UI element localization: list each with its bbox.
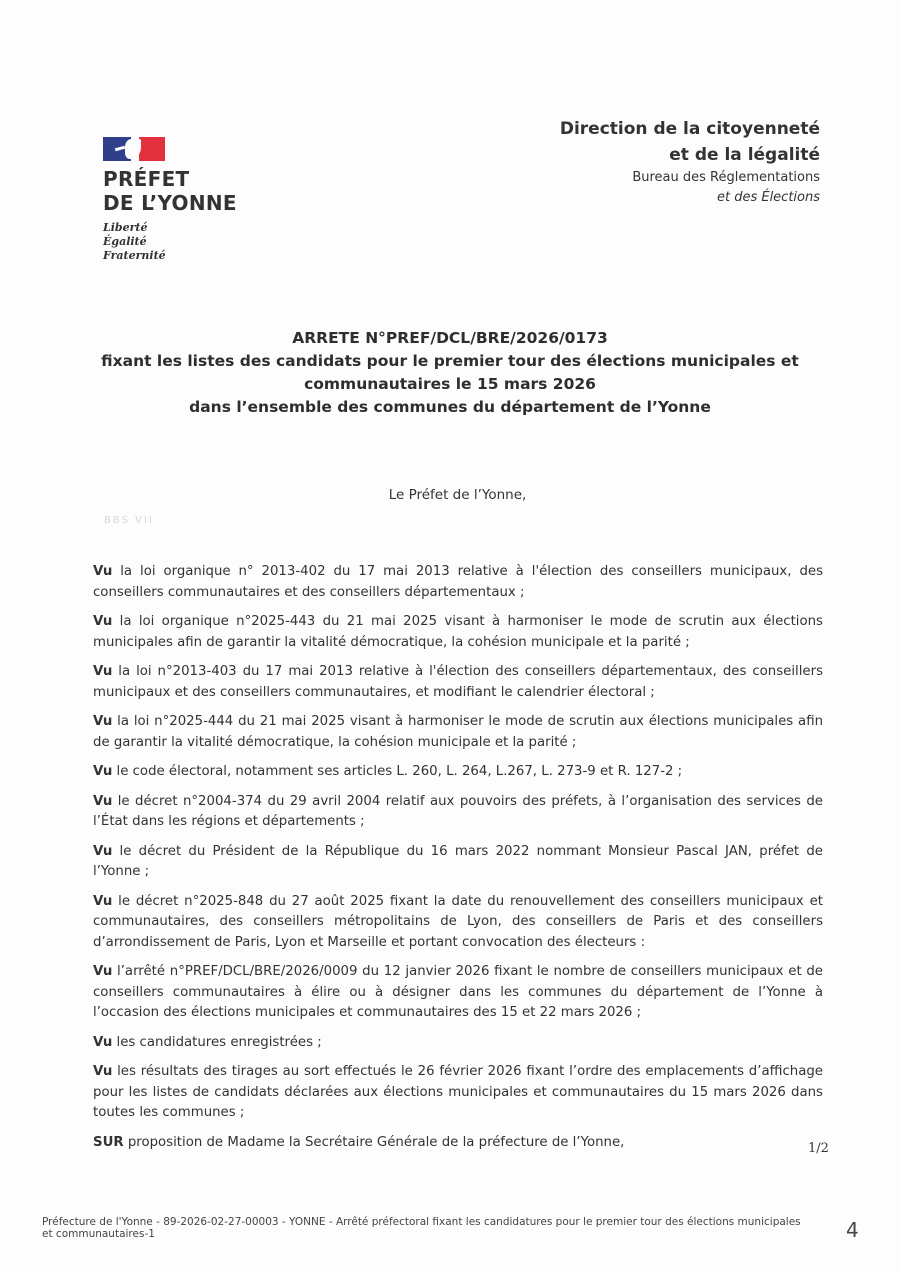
visa-text: le décret du Président de la République du 16 mars 2022 nommant Monsieur Pascal JAN, préfet de l’Yonne ; bbox=[93, 843, 823, 879]
visa-keyword: Vu bbox=[93, 764, 113, 779]
prefet-title-line1: PRÉFET bbox=[103, 167, 190, 191]
decree-title bbox=[60, 327, 840, 419]
bureau-line2: et des Élections bbox=[716, 190, 820, 205]
republic-motto bbox=[103, 221, 237, 263]
visa-paragraph bbox=[93, 762, 823, 783]
footer-reference: Préfecture de l'Yonne - 89-2026-02-27-00003 - YONNE - Arrêté préfectoral fixant les candidatures pour le premier tour des élections municipales et communautaires-1 bbox=[42, 1216, 801, 1240]
visa-keyword: SUR bbox=[93, 1134, 124, 1150]
decree-subject-line1: fixant les listes des candidats pour le premier tour des élections municipales et bbox=[101, 352, 799, 370]
decree-subject-line3: dans l’ensemble des communes du département de l’Yonne bbox=[189, 398, 711, 416]
visa-paragraph bbox=[93, 1133, 823, 1154]
visa-paragraph bbox=[93, 842, 823, 883]
visa-paragraph bbox=[93, 562, 823, 603]
visa-keyword: Vu bbox=[93, 614, 113, 629]
visa-text: proposition de Madame la Secrétaire Générale de la préfecture de l’Yonne, bbox=[123, 1134, 625, 1150]
prefet-title-line2: DE L’YONNE bbox=[103, 191, 237, 215]
footer-page-number: 4 bbox=[846, 1218, 859, 1242]
visa-paragraph bbox=[93, 892, 823, 954]
prefet-logo bbox=[103, 137, 237, 263]
prefet-title bbox=[103, 167, 237, 215]
visa-keyword: Vu bbox=[93, 793, 113, 809]
visa-text: les candidatures enregistrées ; bbox=[112, 1034, 322, 1050]
visa-text: l’arrêté n°PREF/DCL/BRE/2026/0009 du 12 janvier 2026 fixant le nombre de conseillers municipaux et de conseillers communautaires à élire ou à désigner dans les communes du département de l’Yonne à l’occasion des élections municipales et communautaires des 15 et 22 mars 2026 ; bbox=[93, 964, 823, 1020]
visa-paragraph bbox=[93, 962, 823, 1024]
visa-text: le décret n°2025-848 du 27 août 2025 fixant la date du renouvellement des conseillers municipaux et communautaires, des conseillers métropolitains de Lyon, des conseillers de Paris et des conseillers d’arrondissement de Paris, Lyon et Marseille et portant convocation des électeurs : bbox=[93, 893, 823, 950]
visa-paragraph bbox=[93, 662, 823, 703]
visa-keyword: Vu bbox=[93, 1064, 113, 1079]
motto-egalite: Égalité bbox=[103, 235, 147, 248]
motto-fraternite: Fraternité bbox=[103, 249, 166, 262]
bureau-line1: Bureau des Réglementations bbox=[632, 170, 820, 185]
direction-line1: Direction de la citoyenneté bbox=[559, 119, 820, 139]
visa-text: la loi organique n°2025-443 du 21 mai 2025 visant à harmoniser le mode de scrutin aux élections municipales afin de garantir la vitalité démocratique, la cohésion municipale et la parité ; bbox=[93, 614, 823, 650]
visa-paragraph bbox=[93, 792, 823, 833]
visa-paragraph bbox=[93, 1033, 823, 1054]
visa-text: les résultats des tirages au sort effectués le 26 février 2026 fixant l’ordre des emplacements d’affichage pour les listes de candidats déclarées aux élections municipales et communautaires du 15 mars 2026 dans toutes les communes ; bbox=[93, 1064, 823, 1120]
visa-keyword: Vu bbox=[93, 664, 113, 679]
visa-keyword: Vu bbox=[93, 893, 113, 909]
visa-text: le code électoral, notamment ses articles L. 260, L. 264, L.267, L. 273-9 et R. 127-2 ; bbox=[112, 764, 683, 779]
prefet-salutation: Le Préfet de l’Yonne, bbox=[388, 487, 527, 503]
visa-keyword: Vu bbox=[93, 964, 113, 979]
visa-paragraph bbox=[93, 712, 823, 753]
decree-subject-line2: communautaires le 15 mars 2026 bbox=[304, 375, 596, 393]
visa-paragraph bbox=[93, 1062, 823, 1124]
visa-keyword: Vu bbox=[93, 714, 113, 729]
page-indicator: 1/2 bbox=[808, 1141, 829, 1156]
issuing-department bbox=[560, 116, 820, 208]
visa-text: la loi n°2013-403 du 17 mai 2013 relative à l'élection des conseillers départementaux, des conseillers municipaux et des conseillers communautaires, et modifiant le calendrier électoral ; bbox=[93, 664, 823, 700]
motto-liberte: Liberté bbox=[103, 221, 148, 234]
visa-keyword: Vu bbox=[93, 1034, 113, 1050]
marianne-flag-icon bbox=[103, 137, 165, 161]
visa-keyword: Vu bbox=[93, 564, 113, 579]
visa-keyword: Vu bbox=[93, 843, 113, 859]
visa-text: la loi organique n° 2013-402 du 17 mai 2013 relative à l'élection des conseillers municipaux, des conseillers communautaires et des conseillers départementaux ; bbox=[93, 564, 823, 600]
visa-text: le décret n°2004-374 du 29 avril 2004 relatif aux pouvoirs des préfets, à l’organisation des services de l’État dans les régions et départements ; bbox=[93, 793, 823, 829]
faint-stamp: BBS VII bbox=[104, 515, 154, 526]
decree-body bbox=[93, 562, 823, 1162]
visa-text: la loi n°2025-444 du 21 mai 2025 visant à harmoniser le mode de scrutin aux élections municipales afin de garantir la vitalité démocratique, la cohésion municipale et la parité ; bbox=[93, 714, 823, 750]
decree-number: ARRETE N°PREF/DCL/BRE/2026/0173 bbox=[292, 329, 608, 347]
visa-paragraph bbox=[93, 612, 823, 653]
direction-line2: et de la légalité bbox=[669, 145, 820, 165]
